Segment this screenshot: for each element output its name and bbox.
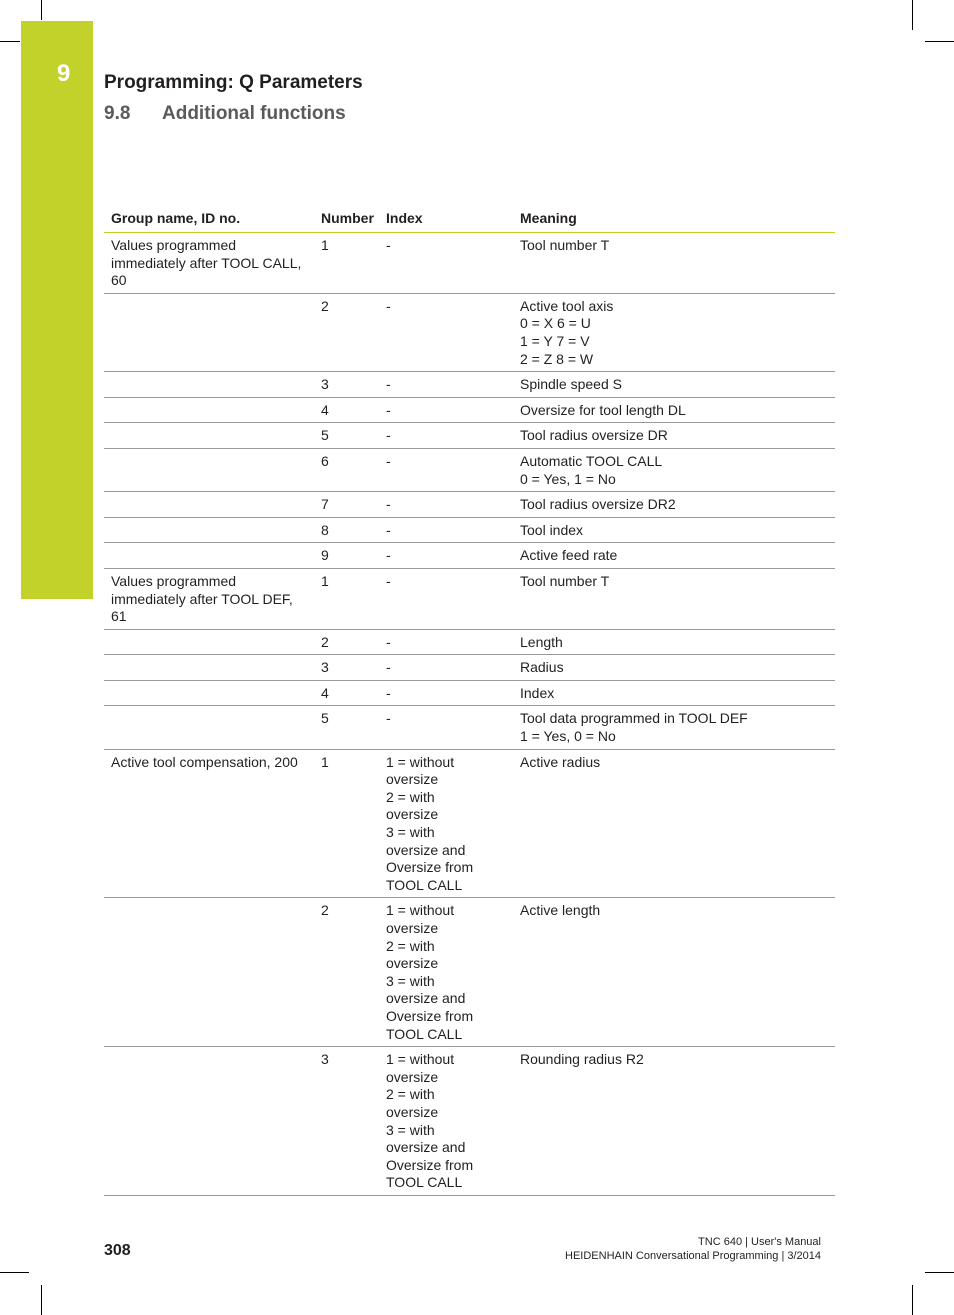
cell-meaning-line: Active radius	[520, 753, 601, 770]
cell-index	[379, 706, 513, 749]
cell-meaning	[513, 706, 835, 749]
cell-index	[379, 1047, 513, 1196]
cell-index-line: oversize	[386, 1103, 439, 1120]
cell-meaning-line: Tool radius oversize DR	[520, 427, 668, 444]
table-row	[104, 423, 835, 449]
cell-group	[104, 372, 312, 398]
crop-mark	[925, 41, 954, 42]
cell-index-line: 3 = with	[386, 972, 435, 989]
chapter-title: Programming: Q Parameters	[104, 72, 363, 93]
cell-meaning	[513, 293, 835, 371]
cell-group: Values programmed immediately after TOOL CALL, 60	[104, 233, 312, 294]
cell-meaning	[513, 397, 835, 423]
section-title	[104, 103, 346, 125]
cell-meaning-line: Index	[520, 684, 555, 701]
cell-index-line: 1 = without	[386, 1051, 455, 1068]
table-row	[104, 898, 835, 1047]
cell-index-line: 1 = without	[386, 902, 455, 919]
cell-index-line: oversize and	[386, 1139, 466, 1156]
table-body	[104, 233, 835, 1196]
table-header-row	[104, 205, 835, 233]
cell-index-line: -	[386, 521, 391, 538]
cell-meaning	[513, 492, 835, 518]
cell-meaning-line: Radius	[520, 659, 564, 676]
cell-meaning-line: 0 = Yes, 1 = No	[520, 470, 616, 487]
table-row	[104, 568, 835, 629]
section-number: 9.8	[104, 103, 131, 124]
cell-number: 3	[312, 655, 379, 681]
cell-group	[104, 492, 312, 518]
cell-number: 1	[312, 568, 379, 629]
cell-index-line: 3 = with	[386, 1121, 435, 1138]
cell-index-line: -	[386, 684, 391, 701]
column-header-index: Index	[379, 205, 513, 233]
cell-index-line: oversize	[386, 1068, 439, 1085]
crop-mark	[0, 41, 20, 42]
cell-meaning-line: Tool index	[520, 521, 584, 538]
cell-meaning-line: Tool data programmed in TOOL DEF	[520, 710, 748, 727]
cell-group	[104, 706, 312, 749]
cell-index-line: oversize	[386, 955, 439, 972]
cell-meaning	[513, 568, 835, 629]
cell-meaning	[513, 1047, 835, 1196]
cell-index-line: oversize	[386, 920, 439, 936]
footer-line-1: TNC 640 | User's Manual	[698, 1236, 821, 1248]
cell-meaning	[513, 233, 835, 294]
cell-index	[379, 448, 513, 491]
cell-index	[379, 568, 513, 629]
table-row	[104, 448, 835, 491]
table-row	[104, 749, 835, 898]
cell-index-line: -	[386, 710, 391, 727]
cell-meaning	[513, 629, 835, 655]
cell-group	[104, 543, 312, 569]
cell-index-line: Oversize from	[386, 859, 474, 876]
cell-number: 2	[312, 898, 379, 1047]
cell-group	[104, 293, 312, 371]
cell-meaning	[513, 898, 835, 1047]
cell-index-line: oversize	[386, 806, 439, 823]
table-row	[104, 543, 835, 569]
cell-meaning-line: Active tool axis	[520, 297, 614, 314]
cell-meaning-line: 2 = Z 8 = W	[520, 350, 594, 367]
cell-number: 2	[312, 629, 379, 655]
cell-group	[104, 448, 312, 491]
cell-meaning	[513, 517, 835, 543]
cell-number: 3	[312, 1047, 379, 1196]
column-header-group: Group name, ID no.	[104, 205, 312, 233]
cell-index-line: Oversize from	[386, 1007, 474, 1024]
table-row	[104, 492, 835, 518]
cell-index-line: 2 = with	[386, 937, 435, 954]
cell-index-line: TOOL CALL	[386, 1025, 463, 1042]
table-row	[104, 397, 835, 423]
cell-meaning-line: 1 = Y 7 = V	[520, 332, 590, 349]
cell-number: 4	[312, 397, 379, 423]
cell-index	[379, 749, 513, 898]
cell-number: 8	[312, 517, 379, 543]
cell-meaning-line: Spindle speed S	[520, 376, 622, 393]
cell-group: Active tool compensation, 200	[104, 749, 312, 898]
cell-index	[379, 680, 513, 706]
cell-number: 4	[312, 680, 379, 706]
cell-index-line: oversize and	[386, 990, 466, 1007]
cell-number: 5	[312, 706, 379, 749]
cell-meaning	[513, 448, 835, 491]
cell-index	[379, 372, 513, 398]
cell-index-line: -	[386, 452, 391, 469]
cell-group	[104, 397, 312, 423]
table-row	[104, 629, 835, 655]
cell-meaning-line: Tool number T	[520, 572, 610, 589]
cell-index-line: 2 = with	[386, 788, 435, 805]
cell-number: 7	[312, 492, 379, 518]
cell-group	[104, 655, 312, 681]
cell-group: Values programmed immediately after TOOL DEF, 61	[104, 568, 312, 629]
cell-meaning-line: Length	[520, 633, 563, 650]
cell-index-line: 3 = with	[386, 824, 435, 841]
crop-mark	[912, 0, 913, 30]
cell-meaning	[513, 423, 835, 449]
cell-number: 2	[312, 293, 379, 371]
cell-index	[379, 423, 513, 449]
cell-index	[379, 517, 513, 543]
cell-meaning	[513, 680, 835, 706]
cell-group	[104, 1047, 312, 1196]
cell-index-line: -	[386, 547, 391, 564]
cell-meaning-line: Active length	[520, 902, 601, 919]
cell-meaning	[513, 372, 835, 398]
cell-index-line: -	[386, 297, 391, 314]
cell-number: 1	[312, 749, 379, 898]
cell-index	[379, 898, 513, 1047]
cell-index-line: TOOL CALL	[386, 876, 463, 893]
cell-index	[379, 655, 513, 681]
cell-index	[379, 492, 513, 518]
cell-index-line: oversize and	[386, 841, 466, 858]
cell-group	[104, 680, 312, 706]
footer-line-2: HEIDENHAIN Conversational Programming | 3/2014	[565, 1250, 821, 1262]
table-row	[104, 655, 835, 681]
section-title-text: Additional functions	[162, 103, 346, 124]
cell-index-line: -	[386, 633, 391, 650]
chapter-number: 9	[57, 60, 71, 87]
cell-index-line: -	[386, 237, 391, 253]
crop-mark	[0, 1272, 29, 1273]
cell-index-line: -	[386, 659, 391, 676]
table-row	[104, 372, 835, 398]
cell-meaning-line: Tool number T	[520, 237, 610, 253]
cell-number: 3	[312, 372, 379, 398]
crop-mark	[912, 1285, 913, 1315]
cell-meaning-line: Tool radius oversize DR2	[520, 496, 676, 513]
cell-group	[104, 423, 312, 449]
table-row	[104, 680, 835, 706]
cell-meaning-line: Rounding radius R2	[520, 1051, 644, 1068]
cell-index-line: TOOL CALL	[386, 1174, 463, 1191]
cell-number: 9	[312, 543, 379, 569]
page-number: 308	[104, 1242, 131, 1259]
cell-group	[104, 629, 312, 655]
cell-index-line: Oversize from	[386, 1156, 474, 1173]
cell-index-line: 2 = with	[386, 1086, 435, 1103]
footer-info	[565, 1235, 821, 1263]
cell-meaning	[513, 655, 835, 681]
cell-meaning-line: 1 = Yes, 0 = No	[520, 728, 616, 745]
cell-index-line: -	[386, 376, 391, 393]
table-row	[104, 517, 835, 543]
cell-index-line: -	[386, 401, 391, 418]
column-header-number: Number	[312, 205, 379, 233]
crop-mark	[41, 0, 42, 20]
cell-number: 6	[312, 448, 379, 491]
cell-meaning-line: Oversize for tool length DL	[520, 401, 686, 418]
cell-index-line: oversize	[386, 771, 439, 788]
cell-meaning	[513, 749, 835, 898]
cell-index	[379, 629, 513, 655]
table-row	[104, 706, 835, 749]
cell-number: 5	[312, 423, 379, 449]
crop-mark	[41, 1285, 42, 1315]
cell-meaning-line: Automatic TOOL CALL	[520, 452, 663, 469]
cell-group	[104, 517, 312, 543]
cell-index	[379, 543, 513, 569]
cell-meaning-line: Active feed rate	[520, 547, 618, 564]
chapter-tab	[21, 21, 93, 599]
cell-index	[379, 293, 513, 371]
crop-mark	[925, 1272, 954, 1273]
cell-meaning-line: 0 = X 6 = U	[520, 315, 591, 332]
cell-index-line: 1 = without	[386, 753, 455, 770]
cell-index-line: -	[386, 572, 391, 589]
table-row	[104, 293, 835, 371]
table-row	[104, 1047, 835, 1196]
table-row	[104, 233, 835, 294]
column-header-meaning: Meaning	[513, 205, 835, 233]
cell-index-line: -	[386, 427, 391, 444]
cell-meaning	[513, 543, 835, 569]
cell-group	[104, 898, 312, 1047]
cell-index-line: -	[386, 496, 391, 513]
cell-index	[379, 397, 513, 423]
cell-number: 1	[312, 233, 379, 294]
parameters-table	[104, 205, 835, 1196]
cell-index	[379, 233, 513, 294]
